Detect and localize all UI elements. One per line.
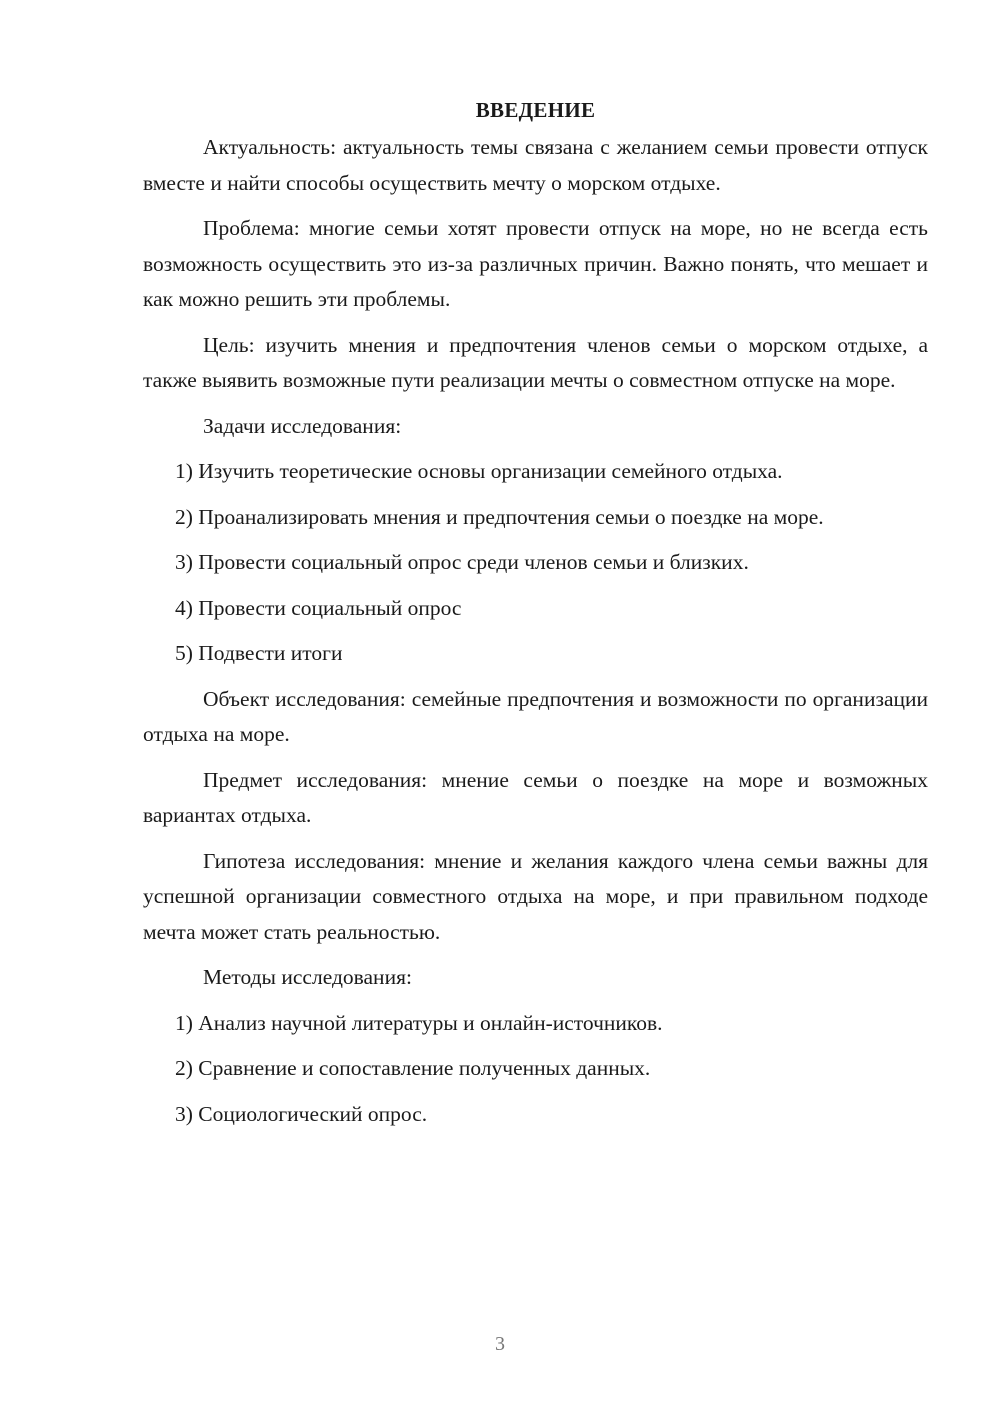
subject-paragraph: Предмет исследования: мнение семьи о поездке на море и возможных вариантах отдыха. <box>143 767 928 827</box>
methods-heading: Методы исследования: <box>203 965 412 989</box>
list-item: 3) Социологический опрос. <box>175 1101 428 1126</box>
list-item: 5) Подвести итоги <box>175 641 343 665</box>
goal-paragraph: Цель: изучить мнения и предпочтения членов семьи о морском отдыхе, а также выявить возможные пути реализации мечты о совместном отпуске на море. <box>143 332 928 392</box>
list-item: 1) Изучить теоретические основы организации семейного отдыха. <box>175 459 783 483</box>
page-title: ВВЕДЕНИЕ <box>475 98 596 122</box>
page-body <box>143 95 928 1142</box>
tasks-list <box>143 454 928 672</box>
list-item: 2) Сравнение и сопоставление полученных данных. <box>175 1056 651 1080</box>
list-item: 3) Провести социальный опрос среди членов семьи и близких. <box>175 550 749 574</box>
page-number: 3 <box>495 1333 505 1355</box>
methods-list <box>143 1006 928 1133</box>
hypothesis-paragraph: Гипотеза исследования: мнение и желания каждого члена семьи важны для успешной организации совместного отдыха на море, и при правильном подходе мечта может стать реальностью. <box>143 848 928 944</box>
tasks-heading: Задачи исследования: <box>203 413 402 438</box>
list-item: 1) Анализ научной литературы и онлайн-источников. <box>175 1010 663 1035</box>
object-paragraph: Объект исследования: семейные предпочтения и возможности по организации отдыха на море. <box>143 686 928 746</box>
relevance-paragraph: Актуальность: актуальность темы связана с желанием семьи провести отпуск вместе и найти способы осуществить мечту о морском отдыхе. <box>143 135 928 195</box>
list-item: 2) Проанализировать мнения и предпочтения семьи о поездке на море. <box>175 504 824 529</box>
list-item: 4) Провести социальный опрос <box>175 595 462 620</box>
problem-paragraph: Проблема: многие семьи хотят провести отпуск на море, но не всегда есть возможность осуществить это из-за различных причин. Важно понять, что мешает и как можно решить эти проблемы. <box>143 216 928 311</box>
